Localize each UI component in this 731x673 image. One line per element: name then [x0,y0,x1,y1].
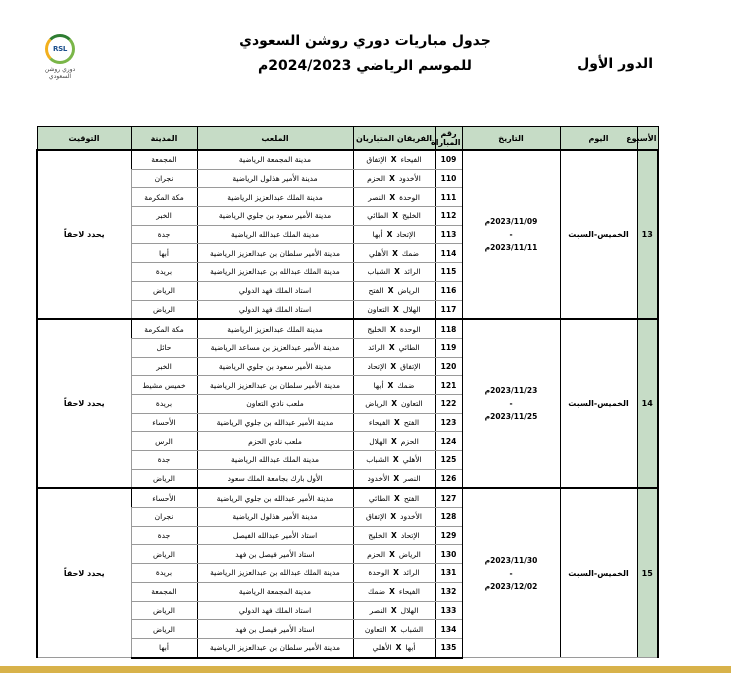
stadium: مدينة المجمعة الرياضية [197,582,353,601]
city: الخبر [131,357,197,376]
match-teams [353,300,435,319]
col-match-no: رقم المباراة [435,127,462,151]
date-from: 2023/11/09م [484,217,538,227]
home-team: الأهلي [402,455,422,465]
match-teams [353,488,435,507]
stadium: ملعب نادي الحزم [197,432,353,451]
city: نجران [131,508,197,527]
city: الرياض [131,281,197,300]
stadium: مدينة الأمير عبدالله بن جلوي الرياضية [197,488,353,507]
page-title: جدول مباريات دوري روشن السعودي [239,33,491,49]
rsl-logo-icon [45,34,75,64]
city: حائل [131,338,197,357]
versus-separator: X [387,380,394,390]
home-team: النصر [403,474,421,484]
away-team: الإتفاق [366,155,387,165]
away-team: الحزم [367,174,386,184]
stadium: مدينة الأمير سعود بن جلوي الرياضية [197,357,353,376]
match-teams [353,620,435,639]
home-team: الوحدة [399,324,421,334]
match-number: 111 [435,188,462,207]
date-to: 2023/12/02م [484,581,538,591]
match-number: 123 [435,413,462,432]
away-team: الإتفاق [365,512,387,522]
city: الأحساء [131,488,197,507]
away-team: النصر [369,605,387,615]
match-teams [353,582,435,601]
versus-separator: X [393,304,399,314]
home-team: الهلال [402,304,421,314]
home-team: الفتح [403,493,420,503]
stadium: ملعب نادي التعاون [197,394,353,413]
match-number: 119 [435,338,462,357]
match-number: 130 [435,545,462,564]
city: المجمعة [131,150,197,169]
week-number: 13 [637,150,658,319]
date-dash: - [509,568,513,578]
versus-separator: X [395,643,402,653]
match-number: 125 [435,451,462,470]
away-team: التعاون [367,304,390,314]
away-team: الطائي [367,211,389,221]
bottom-decor-bar [0,666,731,673]
versus-separator: X [389,174,395,184]
table-row [37,319,658,338]
match-teams [353,526,435,545]
schedule-body [37,150,658,658]
stadium: مدينة الملك عبدالله بن عبدالعزيز الرياضية [197,263,353,282]
col-week: الأسبوع [637,127,658,151]
home-team: الإتحاد [400,531,420,541]
match-teams [353,376,435,395]
match-teams [353,338,435,357]
home-team: الهلال [400,605,419,615]
away-team: الخليج [367,324,387,334]
match-teams [353,263,435,282]
stadium: مدينة الأمير هذلول الرياضية [197,508,353,527]
city: المجمعة [131,582,197,601]
city: أبها [131,244,197,263]
versus-separator: X [394,417,400,427]
match-day: الخميس-السبت [560,488,637,657]
home-team: الطائي [398,343,420,353]
city: الرياض [131,601,197,620]
away-team: أبها [372,230,383,240]
stadium: مدينة الأمير سلطان بن عبدالعزيز الرياضية [197,244,353,263]
versus-separator: X [391,399,398,409]
versus-separator: X [390,361,397,371]
match-time: يحدد لاحقاً [37,150,131,319]
match-number: 110 [435,169,462,188]
home-team: الأخدود [400,512,423,522]
col-teams: الفريقان المتباريان [353,127,435,151]
versus-separator: X [386,230,393,240]
match-teams [353,150,435,169]
versus-separator: X [390,155,397,165]
stadium: استاد الأمير عبدالله الفيصل [197,526,353,545]
match-teams [353,413,435,432]
match-number: 115 [435,263,462,282]
versus-separator: X [392,248,398,258]
city: الرس [131,432,197,451]
away-team: الرياض [365,399,388,409]
away-team: النصر [368,192,386,202]
match-number: 129 [435,526,462,545]
home-team: الفتح [403,417,420,427]
stadium: مدينة الأمير هذلول الرياضية [197,169,353,188]
match-number: 122 [435,394,462,413]
home-team: ضمك [397,380,415,390]
match-number: 128 [435,508,462,527]
home-team: الوحدة [399,192,420,202]
stadium: مدينة الملك عبدالعزيز الرياضية [197,319,353,338]
versus-separator: X [389,587,395,597]
match-number: 133 [435,601,462,620]
date-to: 2023/11/11م [484,243,538,253]
home-team: الرائد [403,267,421,277]
match-number: 131 [435,564,462,583]
versus-separator: X [390,512,397,522]
city: الخبر [131,207,197,226]
city: مكة المكرمة [131,188,197,207]
match-number: 109 [435,150,462,169]
away-team: الخليج [368,531,388,541]
city: مكة المكرمة [131,319,197,338]
match-date-range [462,150,560,319]
stadium: استاد الملك فهد الدولي [197,300,353,319]
stadium: مدينة الملك عبدالله الرياضية [197,225,353,244]
home-team: الإتفاق [400,361,421,371]
match-number: 114 [435,244,462,263]
home-team: الرياض [398,549,421,559]
match-number: 121 [435,376,462,395]
city: الرياض [131,469,197,488]
versus-separator: X [390,624,397,634]
match-teams [353,545,435,564]
table-header-row [37,127,658,151]
versus-separator: X [390,324,396,334]
match-teams [353,281,435,300]
away-team: الفيحاء [368,417,390,427]
stadium: مدينة الأمير عبدالله بن جلوي الرياضية [197,413,353,432]
stadium: استاد الأمير فيصل بن فهد [197,545,353,564]
match-teams [353,432,435,451]
home-team: الفيحاء [400,155,422,165]
table-row [37,488,658,507]
away-team: أبها [373,380,384,390]
versus-separator: X [389,192,396,202]
col-stadium: الملعب [197,127,353,151]
versus-separator: X [390,605,397,615]
stadium: مدينة الملك عبدالله بن عبدالعزيز الرياضية [197,564,353,583]
match-number: 118 [435,319,462,338]
match-teams [353,601,435,620]
versus-separator: X [387,286,394,296]
home-team: الحزم [400,436,419,446]
date-to: 2023/11/25م [484,412,538,422]
match-teams [353,244,435,263]
match-teams [353,225,435,244]
match-number: 124 [435,432,462,451]
away-team: التعاون [364,624,387,634]
city: الرياض [131,620,197,639]
versus-separator: X [388,343,395,353]
stadium: مدينة الأمير عبدالعزيز بن مساعد الرياضية [197,338,353,357]
date-dash: - [509,230,513,240]
home-team: الفيحاء [398,587,420,597]
city: الرياض [131,300,197,319]
date-dash: - [509,399,513,409]
home-team: ضمك [401,248,419,258]
away-team: الرائد [368,343,385,353]
home-team: الخليج [402,211,421,221]
home-team: أبها [405,643,416,653]
match-time: يحدد لاحقاً [37,488,131,657]
away-team: الحزم [367,549,386,559]
match-number: 135 [435,638,462,657]
stadium: مدينة الأمير سلطان بن عبدالعزيز الرياضية [197,638,353,657]
home-team: الرياض [397,286,420,296]
match-number: 134 [435,620,462,639]
match-teams [353,188,435,207]
away-team: الإتحاد [367,361,387,371]
stadium: مدينة الملك عبدالعزيز الرياضية [197,188,353,207]
match-date-range [462,319,560,488]
table-row [37,150,658,169]
city: بريدة [131,564,197,583]
schedule-table [36,126,659,659]
away-team: الشباب [367,267,391,277]
match-number: 132 [435,582,462,601]
stadium: استاد الأمير فيصل بن فهد [197,620,353,639]
away-team: الوحدة [368,568,390,578]
season-subtitle: للموسم الرياضي 2024/2023م [258,58,472,74]
logo-abbr: RSL [53,45,67,53]
city: الأحساء [131,413,197,432]
match-day: الخميس-السبت [560,150,637,319]
away-team: ضمك [368,587,386,597]
match-teams [353,207,435,226]
stadium: مدينة الأمير سلطان بن عبدالعزيز الرياضية [197,376,353,395]
match-date-range [462,488,560,657]
match-teams [353,469,435,488]
home-team: الشباب [400,624,424,634]
match-teams [353,169,435,188]
city: جدة [131,451,197,470]
date-from: 2023/11/23م [484,386,538,396]
versus-separator: X [394,493,400,503]
versus-separator: X [392,211,399,221]
city: بريدة [131,394,197,413]
match-teams [353,357,435,376]
city: جدة [131,225,197,244]
match-teams [353,394,435,413]
match-teams [353,508,435,527]
date-from: 2023/11/30م [484,555,538,565]
city: جدة [131,526,197,545]
logo-caption: دوري روشن السعودي [44,66,76,80]
round-label: الدور الأول [577,56,653,72]
match-number: 113 [435,225,462,244]
match-teams [353,451,435,470]
week-number: 14 [637,319,658,488]
match-number: 127 [435,488,462,507]
col-day: اليوم [560,127,637,151]
match-teams [353,319,435,338]
match-teams [353,564,435,583]
stadium: استاد الملك فهد الدولي [197,601,353,620]
city: أبها [131,638,197,657]
match-day: الخميس-السبت [560,319,637,488]
stadium: الأول بارك بجامعة الملك سعود [197,469,353,488]
versus-separator: X [393,474,400,484]
away-team: الأهلي [369,248,389,258]
col-time: التوقيت [37,127,131,151]
stadium: مدينة المجمعة الرياضية [197,150,353,169]
rsl-logo [34,34,86,80]
versus-separator: X [392,455,399,465]
match-number: 117 [435,300,462,319]
match-number: 126 [435,469,462,488]
col-date: التاريخ [462,127,560,151]
home-team: الأخدود [398,174,421,184]
home-team: الإتحاد [396,230,416,240]
city: نجران [131,169,197,188]
stadium: مدينة الملك عبدالله الرياضية [197,451,353,470]
stadium: مدينة الأمير سعود بن جلوي الرياضية [197,207,353,226]
stadium: استاد الملك فهد الدولي [197,281,353,300]
away-team: الأهلي [372,643,392,653]
away-team: الفتح [368,286,384,296]
city: بريدة [131,263,197,282]
city: الرياض [131,545,197,564]
away-team: الأخدود [367,474,390,484]
away-team: الهلال [369,436,387,446]
city: خميس مشيط [131,376,197,395]
col-city: المدينة [131,127,197,151]
away-team: الطائي [368,493,391,503]
match-teams [353,638,435,657]
match-number: 120 [435,357,462,376]
match-time: يحدد لاحقاً [37,319,131,488]
versus-separator: X [393,568,399,578]
versus-separator: X [390,436,397,446]
home-team: الرائد [402,568,420,578]
match-number: 116 [435,281,462,300]
match-number: 112 [435,207,462,226]
versus-separator: X [394,267,400,277]
week-number: 15 [637,488,658,657]
versus-separator: X [391,531,397,541]
away-team: الشباب [366,455,389,465]
versus-separator: X [389,549,395,559]
home-team: التعاون [401,399,423,409]
